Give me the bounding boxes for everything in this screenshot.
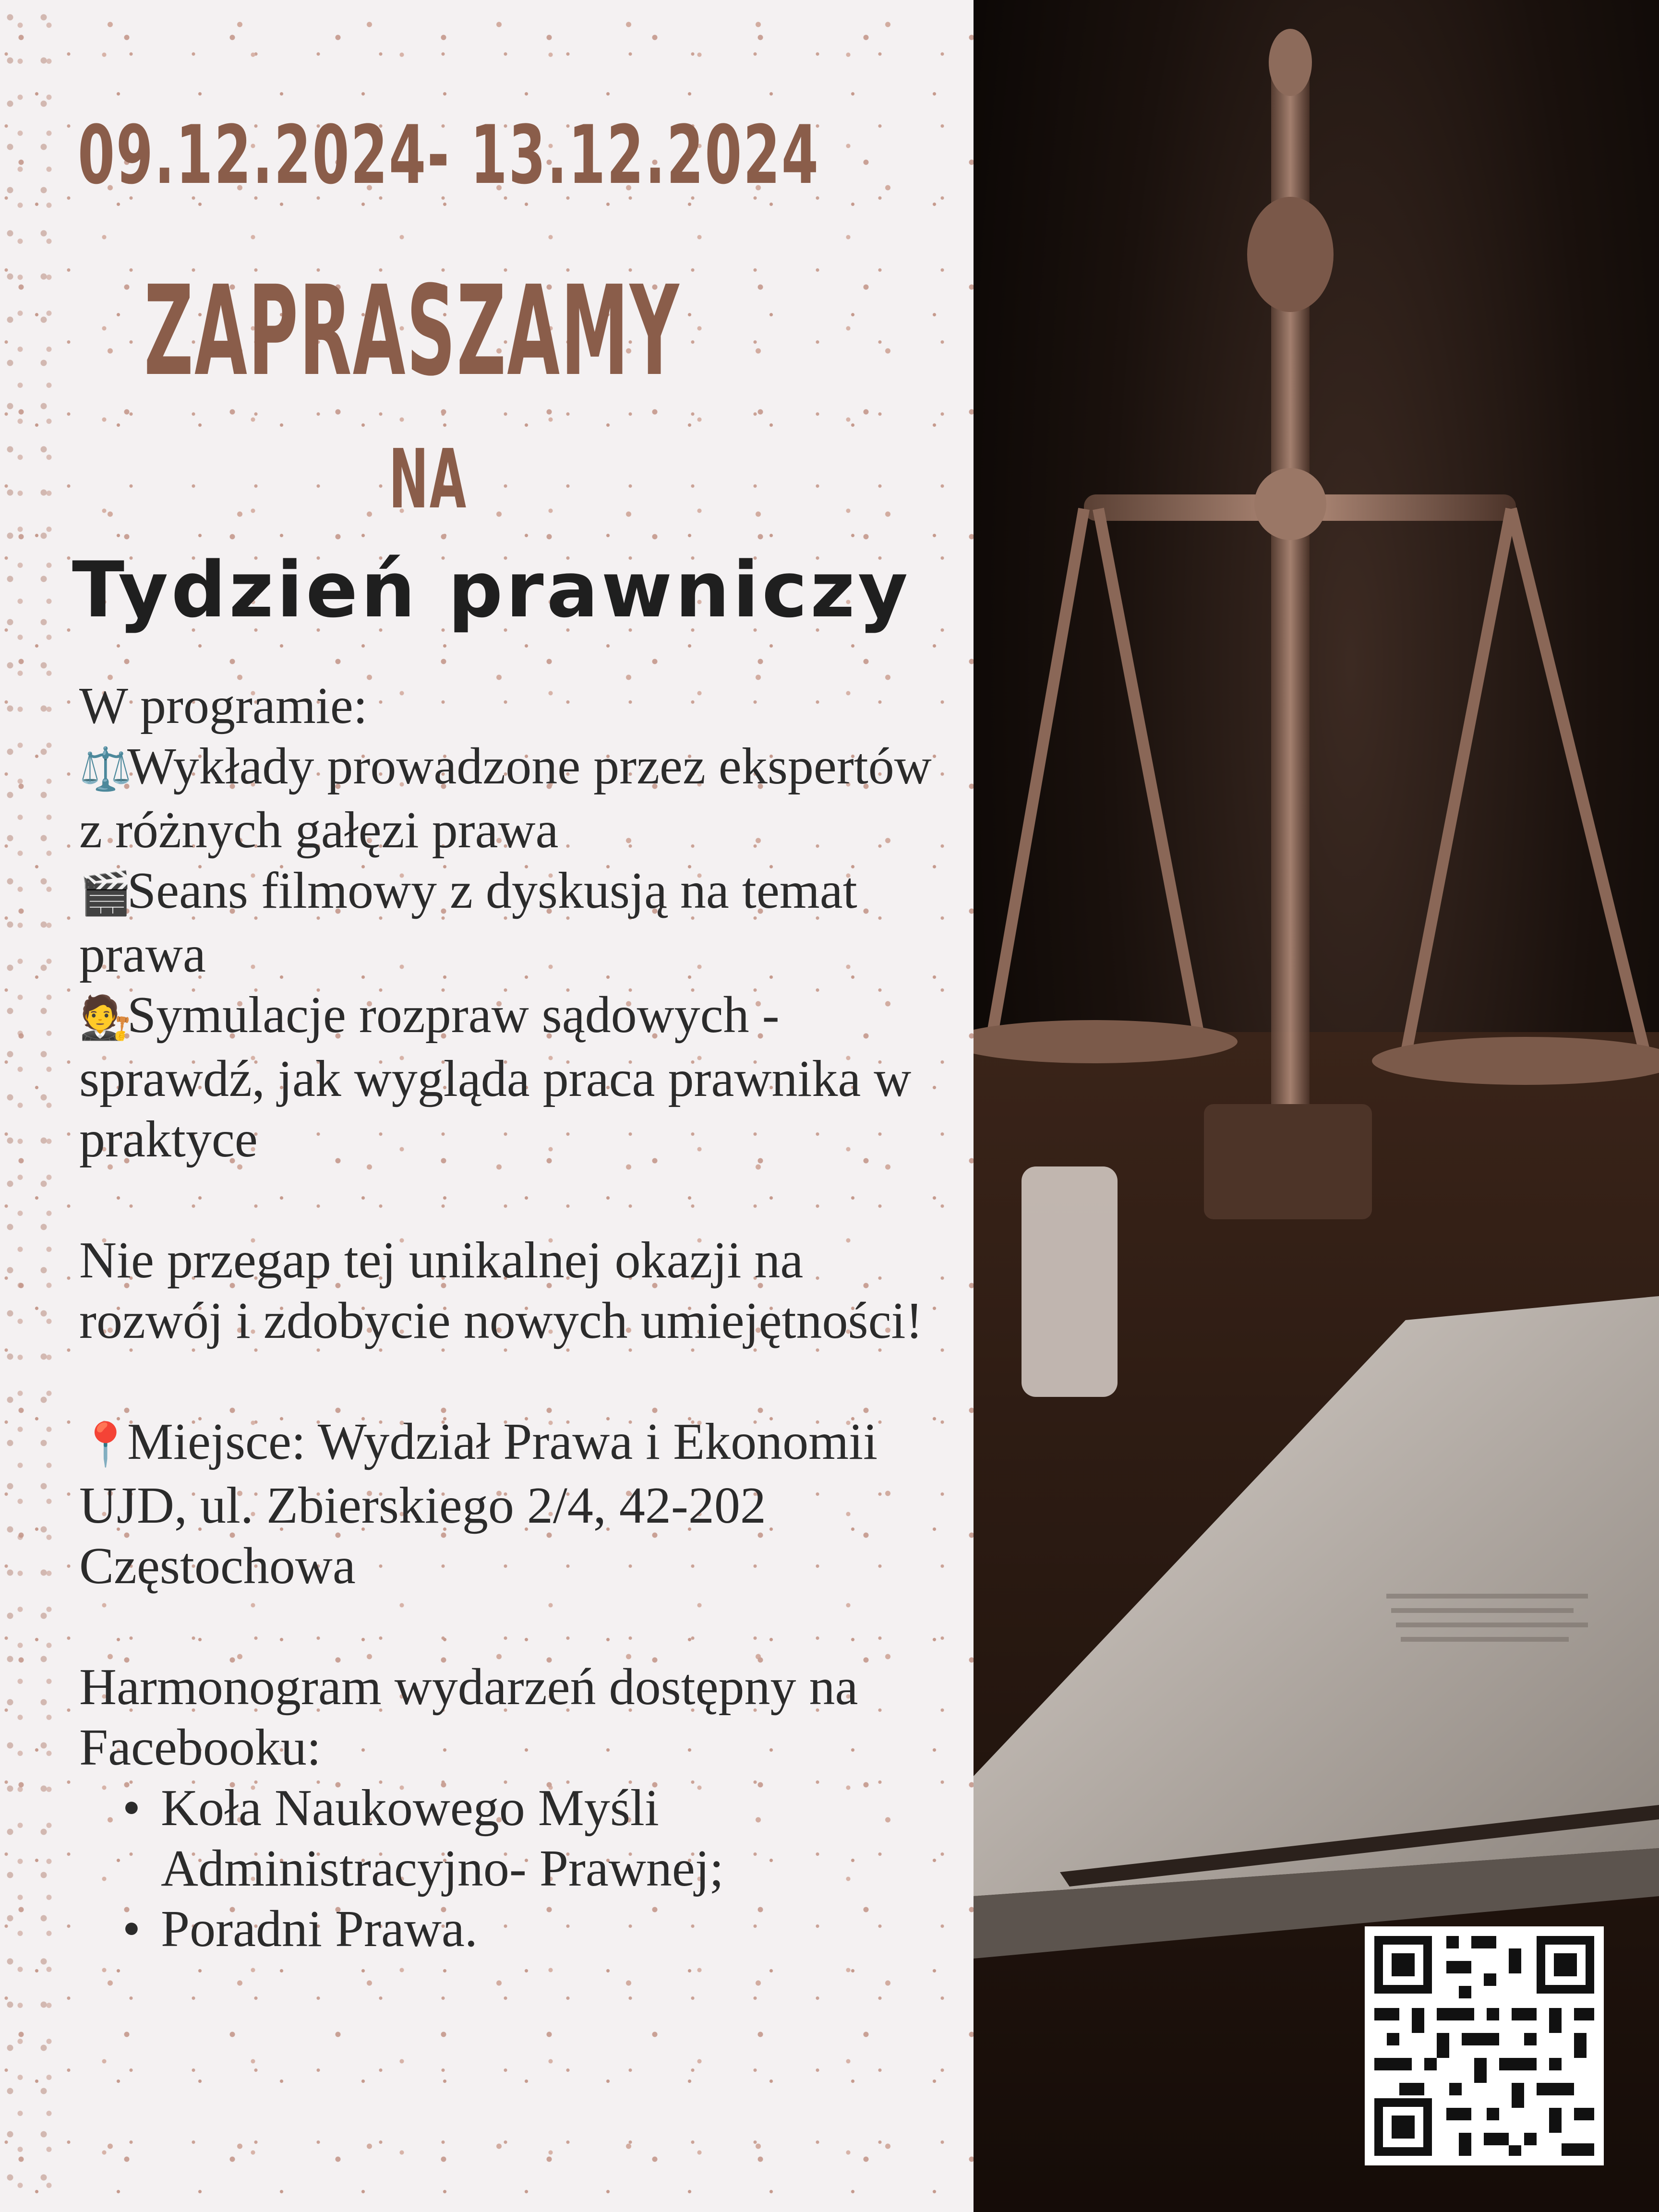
program-item-lectures — [79, 736, 953, 861]
headline: ZAPRASZAMY — [144, 259, 680, 403]
program-item-text: Symulacje rozpraw sądowych - sprawdź, jak wygląda praca prawnika w praktyce — [79, 986, 912, 1168]
invite-text: Nie przegap tej unikalnej okazji na rozwój i zdobycie nowych umiejętności! — [79, 1232, 923, 1349]
program-item-trials — [79, 985, 953, 1170]
qr-code-pattern — [1365, 1926, 1604, 2165]
date-range: 09.12.2024- 13.12.2024 — [78, 108, 820, 202]
clapperboard-icon: 🎬 — [79, 871, 132, 917]
qr-code-icon[interactable] — [1365, 1926, 1604, 2165]
program-intro: W programie: — [79, 677, 368, 734]
event-title: Tydzień prawniczy — [72, 545, 911, 635]
schedule-intro: Harmonogram wydarzeń dostępny na Facebooku: — [79, 1659, 858, 1776]
scales-icon: ⚖️ — [79, 746, 132, 793]
pin-icon: 📍 — [79, 1422, 132, 1468]
schedule-list — [79, 1778, 953, 1960]
scales-of-justice-photo — [974, 0, 1659, 2212]
program-item-text: Wykłady prowadzone przez ekspertów z różnych gałęzi prawa — [79, 738, 932, 859]
program-description — [79, 676, 953, 1960]
scales-illustration — [974, 0, 1659, 2212]
location-text — [79, 1412, 953, 1597]
judge-icon: 🧑‍⚖️ — [79, 995, 132, 1042]
headline-na: NA — [389, 432, 468, 527]
list-item: • Poradni Prawa. — [79, 1899, 953, 1960]
location-address: Miejsce: Wydział Prawa i Ekonomii UJD, ul. Zbierskiego 2/4, 42-202 Częstochowa — [79, 1413, 878, 1595]
list-item: • Koła Naukowego Myśli Administracyjno- Prawnej; — [79, 1778, 953, 1899]
program-item-film — [79, 861, 953, 985]
program-item-text: Seans filmowy z dyskusją na temat prawa — [79, 862, 857, 983]
